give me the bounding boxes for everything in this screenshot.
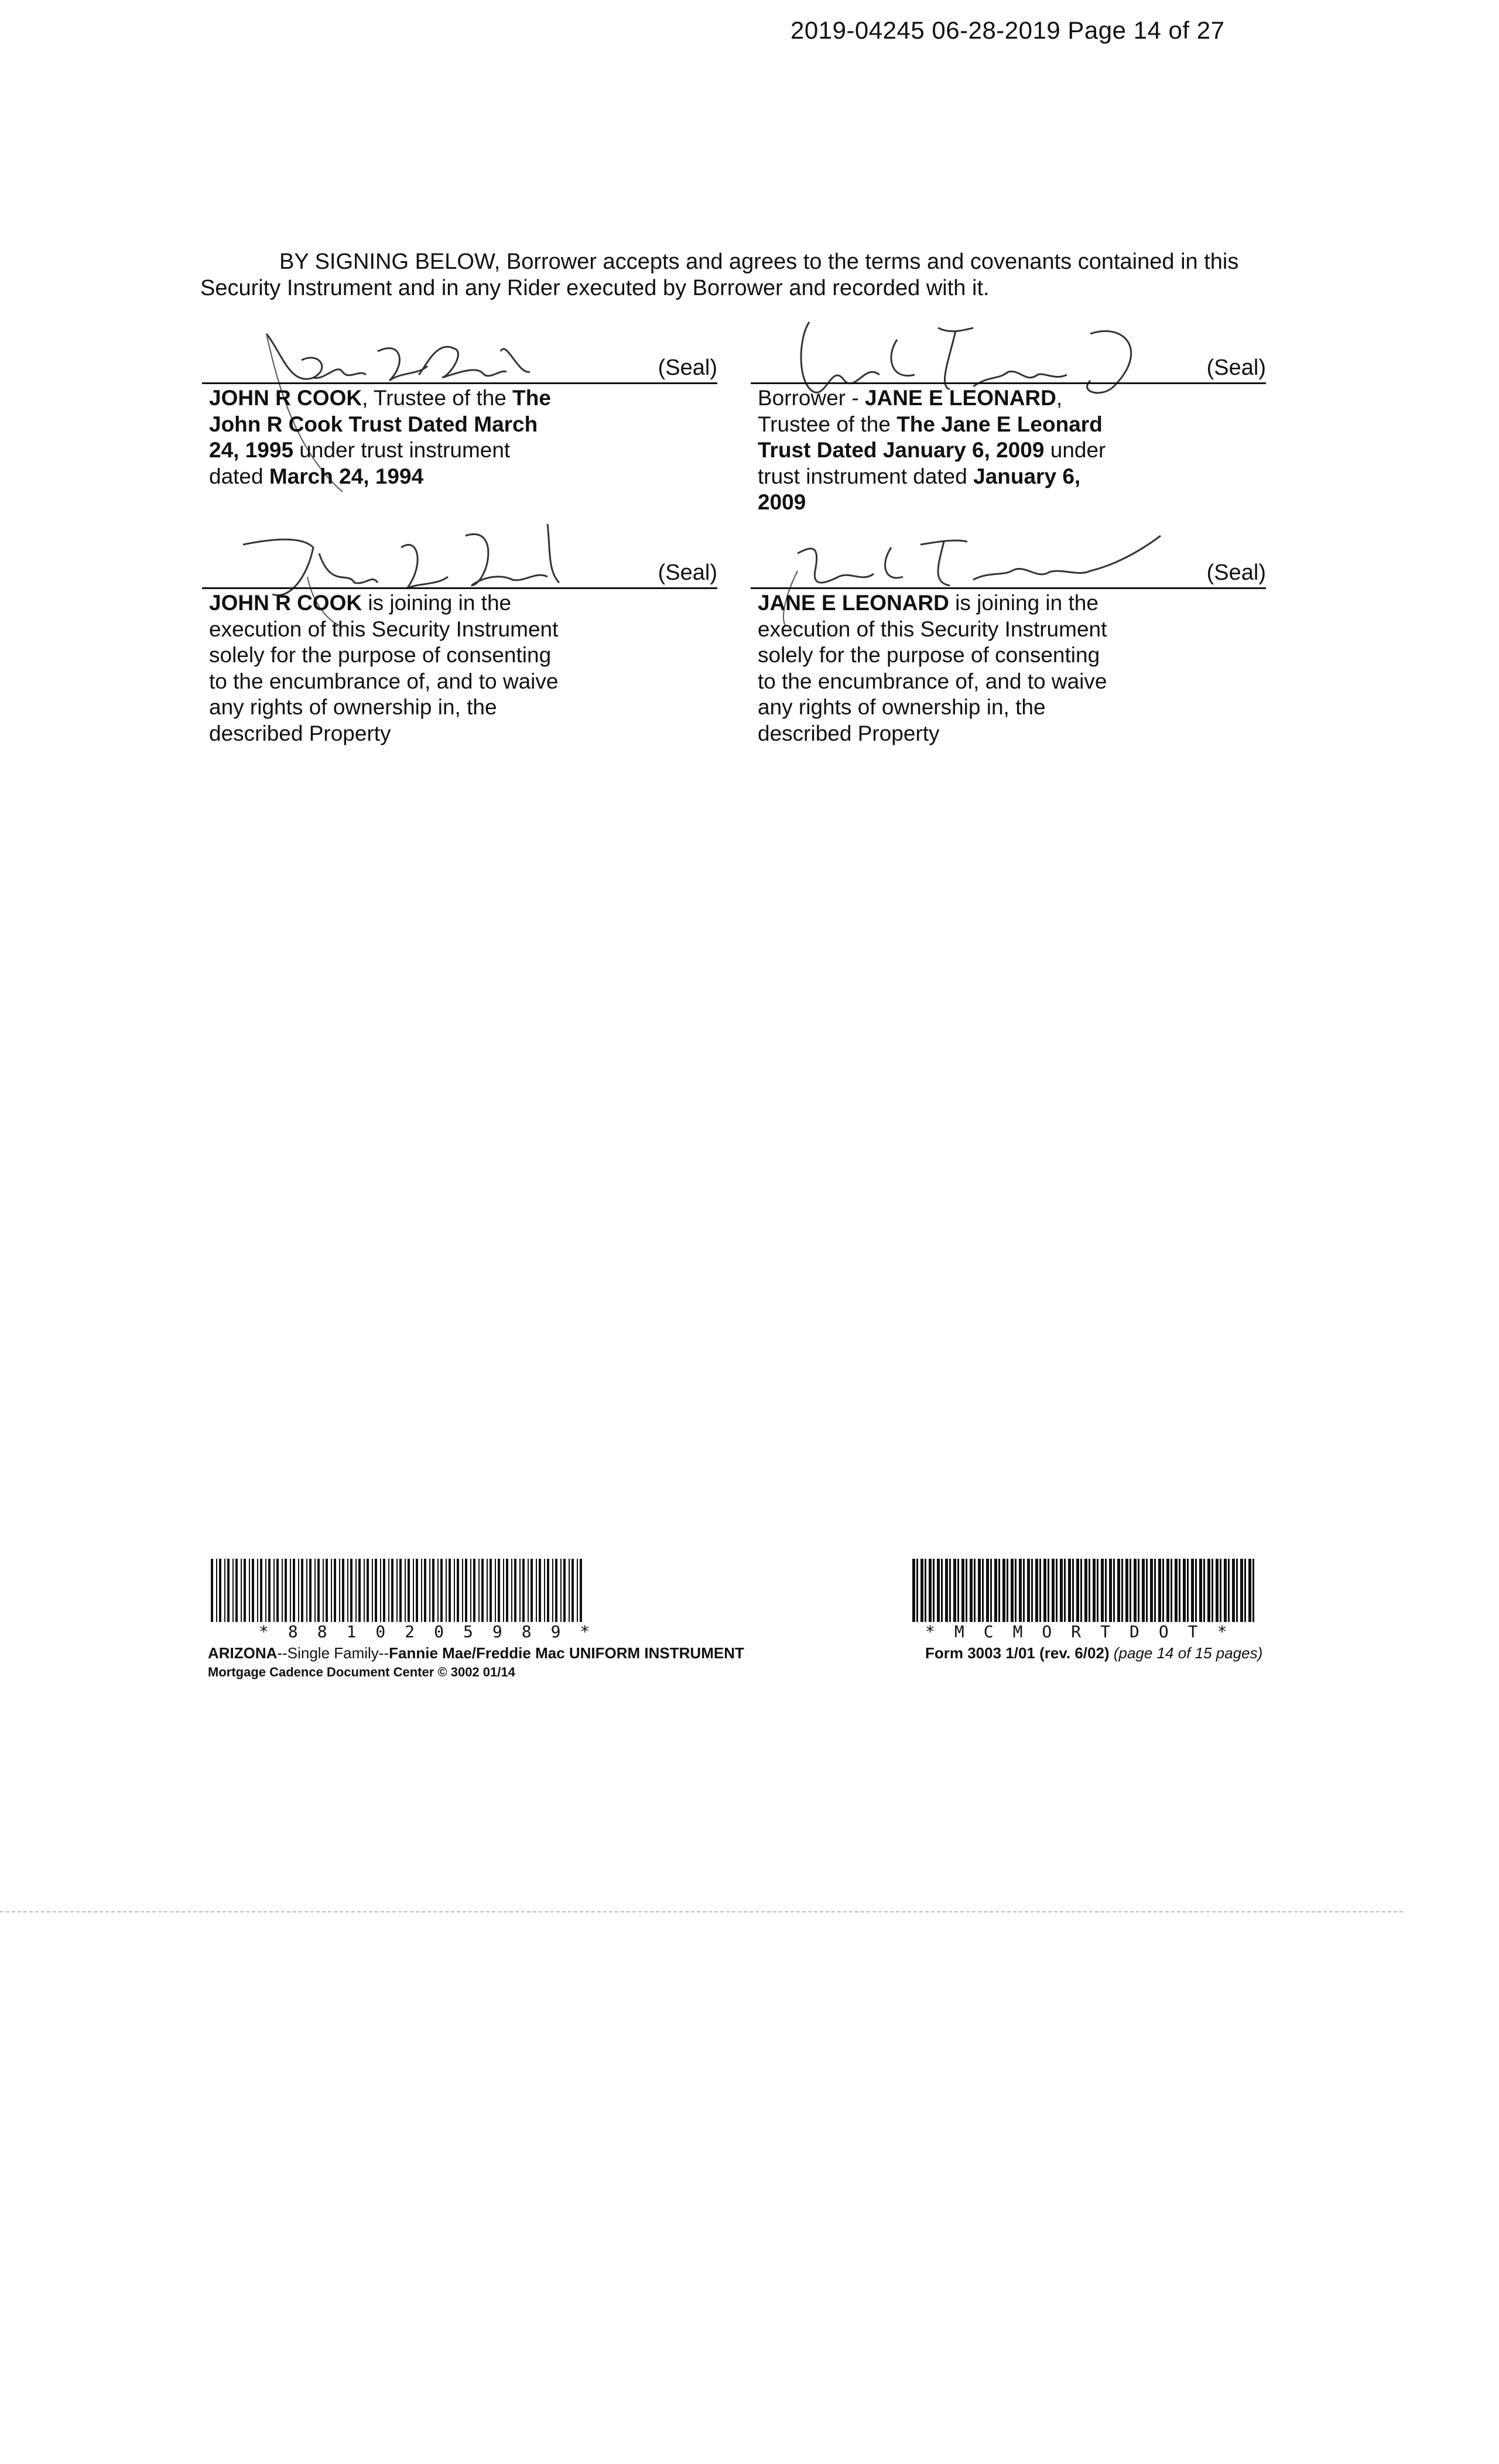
signature-block-jane-spouse bbox=[751, 509, 1266, 755]
john-trustee-caption: JOHN R COOK, Trustee of the The John R Cook Trust Dated March 24, 1995 under trust instrument dated March 24, 1994 bbox=[209, 386, 551, 488]
barcode-right bbox=[912, 1559, 1258, 1641]
signing-statement bbox=[200, 249, 1289, 302]
signature-block-john-spouse bbox=[202, 509, 717, 755]
seal-label: (Seal) bbox=[1206, 560, 1266, 585]
barcode-right-digits: *MCMORTDOT* bbox=[925, 1622, 1247, 1641]
seal-label: (Seal) bbox=[658, 355, 717, 380]
seal-label: (Seal) bbox=[658, 560, 717, 585]
barcode-left-digits: *8810205989* bbox=[259, 1622, 610, 1641]
jane-trustee-caption: Borrower - JANE E LEONARD, Trustee of the The Jane E Leonard Trust Dated January 6, 2009 under trust instrument dated January 6, 2009 bbox=[758, 386, 1106, 514]
scan-artifact-line bbox=[0, 1910, 1499, 1914]
jane-spouse-caption: JANE E LEONARD is joining in the execution of this Security Instrument solely for the purpose of consenting to the encumbrance of, and to waive any rights of ownership in, the described Property bbox=[758, 591, 1107, 745]
footer-form-title: ARIZONA--Single Family--Fannie Mae/Freddie Mac UNIFORM INSTRUMENT Mortgage Cadence Document Center © 3002 01/14 bbox=[208, 1644, 744, 1679]
footer-doc-center: Mortgage Cadence Document Center © 3002 01/14 bbox=[208, 1665, 515, 1679]
barcode-left-bars bbox=[211, 1559, 586, 1622]
recording-header: 2019-04245 06-28-2019 Page 14 of 27 bbox=[790, 16, 1225, 44]
john-spouse-caption: JOHN R COOK is joining in the execution of this Security Instrument solely for the purpose of consenting to the encumbrance of, and to waive any rights of ownership in, the described Property bbox=[209, 591, 559, 745]
signing-statement-line1: BY SIGNING BELOW, Borrower accepts and agrees to the terms and covenants contained in this bbox=[279, 249, 1239, 274]
seal-label: (Seal) bbox=[1206, 355, 1266, 380]
barcode-left bbox=[211, 1559, 610, 1641]
signature-block-jane-trustee bbox=[751, 304, 1266, 527]
signature-block-john-trustee bbox=[202, 304, 717, 498]
footer-form-number: Form 3003 1/01 (rev. 6/02) (page 14 of 15 pages) bbox=[925, 1644, 1263, 1662]
signing-statement-line2: Security Instrument and in any Rider executed by Borrower and recorded with it. bbox=[200, 276, 990, 300]
barcode-right-bars bbox=[912, 1559, 1258, 1622]
